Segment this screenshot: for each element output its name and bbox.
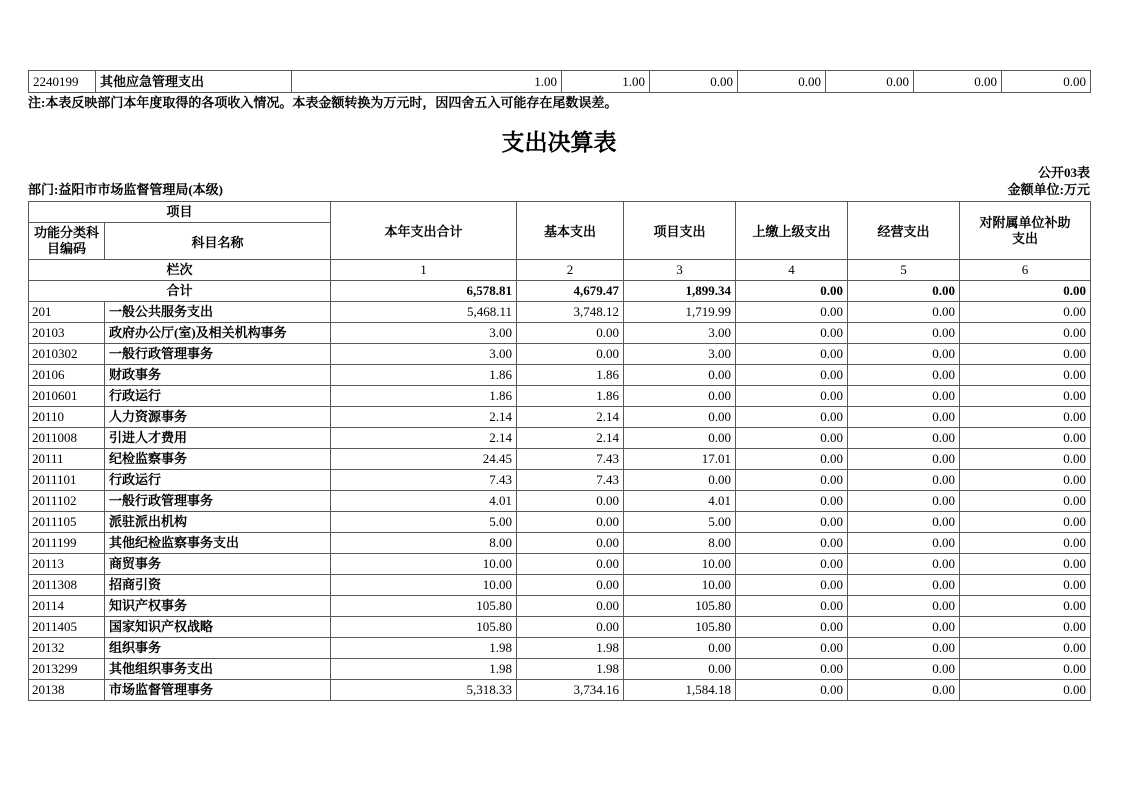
rank-number: 1	[331, 260, 517, 281]
value-cell: 0.00	[960, 386, 1091, 407]
value-cell: 0.00	[848, 575, 960, 596]
value-cell: 4.01	[331, 491, 517, 512]
subject-code-cell: 2011405	[29, 617, 105, 638]
total-row	[29, 281, 1091, 302]
subject-code-cell: 2011105	[29, 512, 105, 533]
value-cell: 5.00	[624, 512, 736, 533]
total-value-cell: 1,899.34	[624, 281, 736, 302]
total-value-cell: 0.00	[848, 281, 960, 302]
value-cell: 0.00	[960, 491, 1091, 512]
value-cell: 0.00	[826, 71, 914, 93]
value-cell: 0.00	[624, 470, 736, 491]
table-row	[29, 470, 1091, 491]
value-cell: 0.00	[848, 344, 960, 365]
subject-name-cell: 组织事务	[105, 638, 331, 659]
value-cell: 10.00	[331, 575, 517, 596]
table-row	[29, 575, 1091, 596]
subject-name-cell: 商贸事务	[105, 554, 331, 575]
value-cell: 0.00	[517, 554, 624, 575]
value-cell: 0.00	[736, 323, 848, 344]
value-cell: 105.80	[624, 617, 736, 638]
value-cell: 0.00	[848, 533, 960, 554]
value-cell: 5,468.11	[331, 302, 517, 323]
value-cell: 0.00	[736, 512, 848, 533]
subject-name-cell: 财政事务	[105, 365, 331, 386]
value-cell: 0.00	[960, 428, 1091, 449]
value-cell: 0.00	[736, 386, 848, 407]
subject-name-cell: 国家知识产权战略	[105, 617, 331, 638]
value-cell: 8.00	[331, 533, 517, 554]
value-cell: 8.00	[624, 533, 736, 554]
table-row	[29, 533, 1091, 554]
unit-label: 金额单位:万元	[1007, 182, 1090, 197]
table-row	[29, 512, 1091, 533]
table-row	[29, 680, 1091, 701]
value-cell: 0.00	[736, 365, 848, 386]
table-row	[29, 428, 1091, 449]
subject-code-cell: 20114	[29, 596, 105, 617]
value-cell: 0.00	[517, 344, 624, 365]
value-cell: 0.00	[960, 323, 1091, 344]
subject-code-cell: 2013299	[29, 659, 105, 680]
value-cell: 0.00	[517, 533, 624, 554]
header-col-upturn: 上缴上级支出	[736, 202, 848, 260]
rank-number: 5	[848, 260, 960, 281]
table-row	[29, 365, 1091, 386]
value-cell: 1.86	[331, 365, 517, 386]
rank-number: 6	[960, 260, 1091, 281]
subject-code-cell: 20110	[29, 407, 105, 428]
subject-name-cell: 派驻派出机构	[105, 512, 331, 533]
table-row	[29, 659, 1091, 680]
value-cell: 0.00	[960, 680, 1091, 701]
header-col-subsidy	[960, 202, 1091, 260]
subject-name-cell: 一般行政管理事务	[105, 491, 331, 512]
rank-number: 4	[736, 260, 848, 281]
value-cell: 24.45	[331, 449, 517, 470]
table-code-label: 公开03表	[1037, 165, 1090, 180]
value-cell: 3,748.12	[517, 302, 624, 323]
table-row	[29, 302, 1091, 323]
value-cell: 0.00	[848, 491, 960, 512]
header-project: 项目	[29, 202, 331, 223]
value-cell: 0.00	[517, 323, 624, 344]
subject-name-cell: 人力资源事务	[105, 407, 331, 428]
value-cell: 0.00	[848, 302, 960, 323]
value-cell: 0.00	[1002, 71, 1091, 93]
subject-code-cell: 20103	[29, 323, 105, 344]
subject-name-cell: 行政运行	[105, 386, 331, 407]
value-cell: 0.00	[736, 596, 848, 617]
value-cell: 2.14	[517, 428, 624, 449]
subject-name-cell: 政府办公厅(室)及相关机构事务	[105, 323, 331, 344]
header-subject-name: 科目名称	[105, 223, 331, 260]
table-row	[29, 449, 1091, 470]
subject-code-cell: 20132	[29, 638, 105, 659]
value-cell: 0.00	[517, 491, 624, 512]
subject-name-cell: 其他应急管理支出	[96, 71, 292, 93]
value-cell: 0.00	[736, 638, 848, 659]
table-row	[29, 344, 1091, 365]
table-row	[29, 323, 1091, 344]
value-cell: 0.00	[738, 71, 826, 93]
income-table-fragment	[28, 70, 1091, 93]
value-cell: 0.00	[960, 365, 1091, 386]
total-value-cell: 0.00	[960, 281, 1091, 302]
value-cell: 1.86	[517, 386, 624, 407]
value-cell: 0.00	[848, 596, 960, 617]
value-cell: 0.00	[736, 659, 848, 680]
value-cell: 0.00	[960, 554, 1091, 575]
value-cell: 1.98	[331, 659, 517, 680]
subject-code-cell: 2011101	[29, 470, 105, 491]
subject-name-cell: 知识产权事务	[105, 596, 331, 617]
subject-code-cell: 2011199	[29, 533, 105, 554]
value-cell: 1.98	[517, 659, 624, 680]
table-row	[29, 596, 1091, 617]
total-label: 合计	[29, 281, 331, 302]
value-cell: 0.00	[960, 512, 1091, 533]
value-cell: 0.00	[960, 617, 1091, 638]
value-cell: 1.86	[517, 365, 624, 386]
table-row	[29, 491, 1091, 512]
value-cell: 0.00	[848, 428, 960, 449]
value-cell: 0.00	[960, 449, 1091, 470]
subject-name-cell: 一般公共服务支出	[105, 302, 331, 323]
value-cell: 0.00	[736, 428, 848, 449]
department-label: 部门:益阳市市场监督管理局(本级)	[28, 182, 223, 197]
table-row	[29, 638, 1091, 659]
value-cell: 0.00	[848, 638, 960, 659]
value-cell: 5.00	[331, 512, 517, 533]
value-cell: 3.00	[331, 323, 517, 344]
value-cell: 105.80	[331, 617, 517, 638]
table-row	[29, 386, 1091, 407]
value-cell: 0.00	[736, 554, 848, 575]
value-cell: 0.00	[624, 365, 736, 386]
subject-name-cell: 引进人才费用	[105, 428, 331, 449]
value-cell: 0.00	[848, 386, 960, 407]
value-cell: 0.00	[960, 407, 1091, 428]
subject-code-cell: 2240199	[29, 71, 96, 93]
value-cell: 0.00	[624, 638, 736, 659]
value-cell: 0.00	[624, 428, 736, 449]
value-cell: 7.43	[517, 449, 624, 470]
value-cell: 0.00	[736, 344, 848, 365]
subject-code-cell: 20113	[29, 554, 105, 575]
value-cell: 4.01	[624, 491, 736, 512]
value-cell: 0.00	[517, 596, 624, 617]
value-cell: 0.00	[736, 575, 848, 596]
subject-name-cell: 行政运行	[105, 470, 331, 491]
value-cell: 0.00	[736, 491, 848, 512]
header-col-project-exp: 项目支出	[624, 202, 736, 260]
header-col-operating: 经营支出	[848, 202, 960, 260]
value-cell: 1,719.99	[624, 302, 736, 323]
expenditure-table	[28, 201, 1091, 701]
value-cell: 0.00	[848, 680, 960, 701]
value-cell: 105.80	[624, 596, 736, 617]
value-cell: 0.00	[848, 365, 960, 386]
value-cell: 5,318.33	[331, 680, 517, 701]
table-row	[29, 554, 1091, 575]
value-cell: 7.43	[331, 470, 517, 491]
value-cell: 0.00	[960, 344, 1091, 365]
value-cell: 1.00	[562, 71, 650, 93]
subject-code-cell: 2011102	[29, 491, 105, 512]
subject-code-cell: 2010601	[29, 386, 105, 407]
total-value-cell: 6,578.81	[331, 281, 517, 302]
value-cell: 0.00	[960, 533, 1091, 554]
value-cell: 0.00	[736, 302, 848, 323]
value-cell: 0.00	[914, 71, 1002, 93]
value-cell: 0.00	[960, 638, 1091, 659]
value-cell: 0.00	[960, 302, 1091, 323]
value-cell: 0.00	[960, 596, 1091, 617]
total-value-cell: 4,679.47	[517, 281, 624, 302]
subject-code-cell: 201	[29, 302, 105, 323]
value-cell: 0.00	[848, 554, 960, 575]
rank-row	[29, 260, 1091, 281]
subject-name-cell: 其他组织事务支出	[105, 659, 331, 680]
value-cell: 1.98	[331, 638, 517, 659]
page-title: 支出决算表	[501, 130, 617, 155]
subject-code-cell: 2011308	[29, 575, 105, 596]
value-cell: 17.01	[624, 449, 736, 470]
value-cell: 1,584.18	[624, 680, 736, 701]
value-cell: 0.00	[650, 71, 738, 93]
value-cell: 3.00	[624, 323, 736, 344]
value-cell: 0.00	[960, 659, 1091, 680]
value-cell: 3,734.16	[517, 680, 624, 701]
subject-name-cell: 市场监督管理事务	[105, 680, 331, 701]
value-cell: 1.98	[517, 638, 624, 659]
value-cell: 0.00	[736, 407, 848, 428]
value-cell: 2.14	[517, 407, 624, 428]
value-cell: 0.00	[736, 533, 848, 554]
value-cell: 7.43	[517, 470, 624, 491]
value-cell: 3.00	[331, 344, 517, 365]
value-cell: 0.00	[624, 386, 736, 407]
value-cell: 0.00	[736, 617, 848, 638]
value-cell: 0.00	[736, 449, 848, 470]
subject-code-cell: 20111	[29, 449, 105, 470]
value-cell: 2.14	[331, 428, 517, 449]
subject-code-cell: 2010302	[29, 344, 105, 365]
value-cell: 2.14	[331, 407, 517, 428]
value-cell: 0.00	[624, 407, 736, 428]
value-cell: 3.00	[624, 344, 736, 365]
table-row	[29, 71, 1091, 93]
table-row	[29, 617, 1091, 638]
value-cell: 0.00	[517, 575, 624, 596]
value-cell: 10.00	[331, 554, 517, 575]
rank-label: 栏次	[29, 260, 331, 281]
value-cell: 10.00	[624, 554, 736, 575]
value-cell: 0.00	[517, 617, 624, 638]
value-cell: 0.00	[848, 470, 960, 491]
subject-code-cell: 2011008	[29, 428, 105, 449]
value-cell: 0.00	[736, 470, 848, 491]
value-cell: 1.00	[292, 71, 562, 93]
total-value-cell: 0.00	[736, 281, 848, 302]
value-cell: 0.00	[848, 407, 960, 428]
table-row	[29, 407, 1091, 428]
subject-name-cell: 一般行政管理事务	[105, 344, 331, 365]
table-meta-row	[28, 181, 1090, 199]
header-col-subsidy-text: 对附属单位补助支出	[979, 214, 1071, 246]
table-note: 注:本表反映部门本年度取得的各项收入情况。本表金额转换为万元时，因四舍五入可能存在尾数误差。	[28, 95, 618, 110]
value-cell: 0.00	[736, 680, 848, 701]
expenditure-table-body	[29, 302, 1091, 701]
value-cell: 1.86	[331, 386, 517, 407]
subject-name-cell: 其他纪检监察事务支出	[105, 533, 331, 554]
value-cell: 105.80	[331, 596, 517, 617]
subject-code-cell: 20138	[29, 680, 105, 701]
value-cell: 0.00	[517, 512, 624, 533]
value-cell: 0.00	[960, 470, 1091, 491]
subject-name-cell: 纪检监察事务	[105, 449, 331, 470]
value-cell: 0.00	[848, 323, 960, 344]
rank-number: 2	[517, 260, 624, 281]
subject-name-cell: 招商引资	[105, 575, 331, 596]
subject-code-cell: 20106	[29, 365, 105, 386]
value-cell: 0.00	[848, 659, 960, 680]
header-col-total: 本年支出合计	[331, 202, 517, 260]
value-cell: 10.00	[624, 575, 736, 596]
value-cell: 0.00	[624, 659, 736, 680]
value-cell: 0.00	[848, 512, 960, 533]
value-cell: 0.00	[848, 449, 960, 470]
header-row-project	[29, 202, 1091, 223]
value-cell: 0.00	[848, 617, 960, 638]
header-col-basic: 基本支出	[517, 202, 624, 260]
rank-number: 3	[624, 260, 736, 281]
header-subject-code: 功能分类科目编码	[29, 223, 105, 260]
value-cell: 0.00	[960, 575, 1091, 596]
